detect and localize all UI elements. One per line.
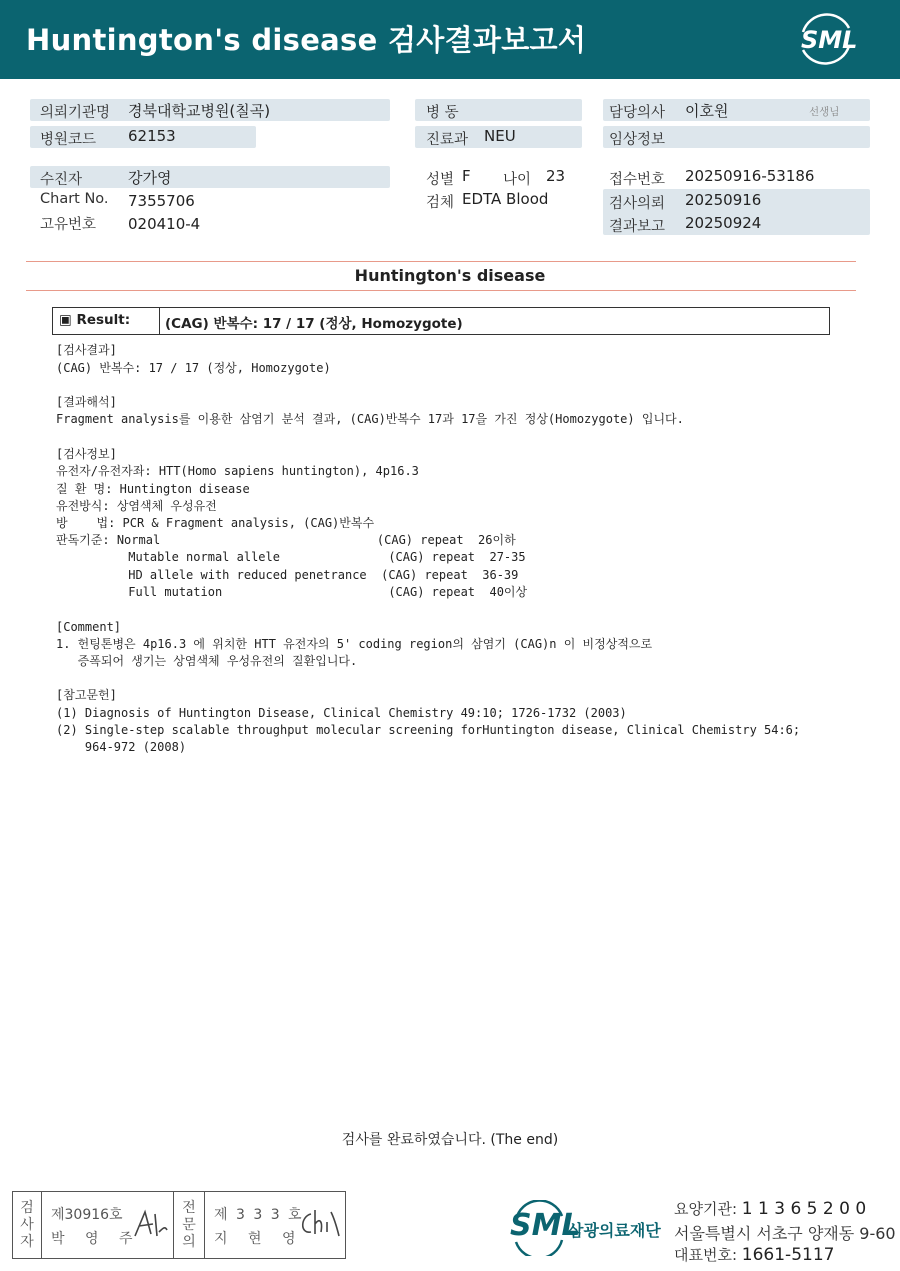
tester-name: 박 영 주 — [51, 1231, 141, 1247]
tester-vertical-2: 사 — [20, 1217, 34, 1233]
end-text: 검사를 완료하였습니다. (The end) — [341, 1132, 559, 1148]
result-box — [52, 307, 830, 335]
receipt-value: 20250916-53186 — [685, 167, 815, 185]
body-line: 964-972 (2008) — [56, 740, 187, 754]
hospital-code-value: 62153 — [128, 127, 176, 145]
tester-vertical-3: 자 — [20, 1234, 34, 1250]
footer-phone-label: 대표번호: — [674, 1246, 742, 1264]
footer-phone — [674, 1244, 834, 1265]
footer-address: 서울특별시 서초구 양재동 9-60 — [674, 1224, 896, 1243]
body-line: 방 법: PCR & Fragment analysis, (CAG)반복수 — [56, 516, 375, 530]
sex-value: F — [462, 167, 471, 185]
body-line: 판독기준: Normal (CAG) repeat 26이하 — [56, 533, 516, 547]
ward-label: 병 동 — [426, 105, 459, 121]
tester-license-no: 제30916호 — [51, 1207, 123, 1223]
patient-value: 강가영 — [128, 169, 172, 187]
dept-label: 진료과 — [426, 132, 469, 148]
specialist-name: 지 현 영 — [214, 1231, 304, 1247]
chart-no-label: Chart No. — [40, 191, 109, 207]
doctor-label: 담당의사 — [609, 105, 666, 121]
patient-row — [30, 166, 390, 188]
title-rule-top — [26, 261, 856, 262]
body-line: (CAG) 반복수: 17 / 17 (정상, Homozygote) — [56, 361, 331, 375]
result-value: (CAG) 반복수: 17 / 17 (정상, Homozygote) — [165, 316, 463, 332]
dept-value: NEU — [484, 127, 516, 145]
unique-no-label: 고유번호 — [40, 217, 97, 233]
tester-signature — [131, 1206, 171, 1242]
body-line: Mutable normal allele (CAG) repeat 27-35 — [56, 550, 526, 564]
title-rule-bottom — [26, 290, 856, 291]
unique-no-value: 020410-4 — [128, 215, 201, 233]
body-line: Full mutation (CAG) repeat 40이상 — [56, 585, 528, 599]
institution-label: 의뢰기관명 — [40, 105, 111, 121]
report-date-value: 20250924 — [685, 214, 762, 232]
receipt-label: 접수번호 — [609, 172, 666, 188]
body-line: 유전방식: 상염색체 우성유전 — [56, 499, 217, 513]
report-date-label: 결과보고 — [609, 219, 666, 235]
sex-label: 성별 — [426, 172, 455, 188]
specialist-vertical-3: 의 — [182, 1234, 196, 1250]
sml-logo-text: SML — [801, 26, 858, 54]
sml-logo — [795, 10, 857, 68]
doctor-value: 이호원 — [685, 102, 729, 120]
chart-no-value: 7355706 — [128, 192, 195, 210]
signature-box — [12, 1191, 346, 1259]
body-line: [검사결과] — [56, 343, 117, 357]
footer-logo-text: SML — [510, 1208, 581, 1243]
body-line: 증폭되어 생기는 상염색체 우성유전의 질환입니다. — [56, 654, 358, 668]
specialist-license-no: 제 3 3 3 호 — [214, 1207, 304, 1223]
specialist-vertical-2: 문 — [182, 1217, 196, 1233]
tester-vertical-1: 검 — [20, 1200, 34, 1216]
request-value: 20250916 — [685, 191, 762, 209]
body-line: 유전자/유전자좌: HTT(Homo sapiens huntington), 4p16.3 — [56, 464, 419, 478]
doctor-suffix: 선생님 — [809, 106, 840, 118]
section-title: Huntington's disease — [354, 266, 546, 285]
specimen-value: EDTA Blood — [462, 190, 549, 208]
clinical-label: 임상정보 — [609, 132, 666, 148]
age-value: 23 — [546, 167, 566, 185]
age-label: 나이 — [503, 172, 532, 188]
body-line: [Comment] — [56, 620, 122, 634]
footer-code-label: 요양기관: — [674, 1200, 742, 1218]
specimen-label: 검체 — [426, 195, 455, 211]
specialist-vertical-1: 전 — [182, 1200, 196, 1216]
footer-code-value: 1 1 3 6 5 2 0 0 — [741, 1199, 867, 1219]
body-line: [검사정보] — [56, 447, 117, 461]
report-header — [0, 0, 900, 79]
institution-value: 경북대학교병원(칠곡) — [128, 102, 271, 120]
result-label: ▣ Result: — [59, 312, 131, 328]
body-line: (2) Single-step scalable throughput molecular screening forHuntington disease, Clinical Chemistry 54:6; — [56, 723, 801, 737]
body-line: [참고문헌] — [56, 688, 117, 702]
body-line: [결과해석] — [56, 395, 117, 409]
request-label: 검사의뢰 — [609, 196, 666, 212]
body-line: Fragment analysis를 이용한 삼염기 분석 결과, (CAG)반복수 17과 17을 가진 정상(Homozygote) 입니다. — [56, 412, 684, 426]
patient-label: 수진자 — [40, 172, 83, 188]
body-line: (1) Diagnosis of Huntington Disease, Clinical Chemistry 49:10; 1726-1732 (2003) — [56, 706, 627, 720]
hospital-code-label: 병원코드 — [40, 132, 97, 148]
body-line: HD allele with reduced penetrance (CAG) repeat 36-39 — [56, 568, 519, 582]
footer-logo — [510, 1200, 660, 1256]
footer-org-name: 삼광의료재단 — [568, 1221, 661, 1240]
specialist-signature — [297, 1206, 341, 1240]
footer-institution-code — [674, 1198, 866, 1219]
body-line: 질 환 명: Huntington disease — [56, 482, 250, 496]
footer-phone-value: 1661-5117 — [741, 1245, 835, 1265]
report-title: Huntington's disease 검사결과보고서 — [26, 23, 587, 57]
body-line: 1. 헌팅톤병은 4p16.3 에 위치한 HTT 유전자의 5' coding region의 삼염기 (CAG)n 이 비정상적으로 — [56, 637, 653, 651]
